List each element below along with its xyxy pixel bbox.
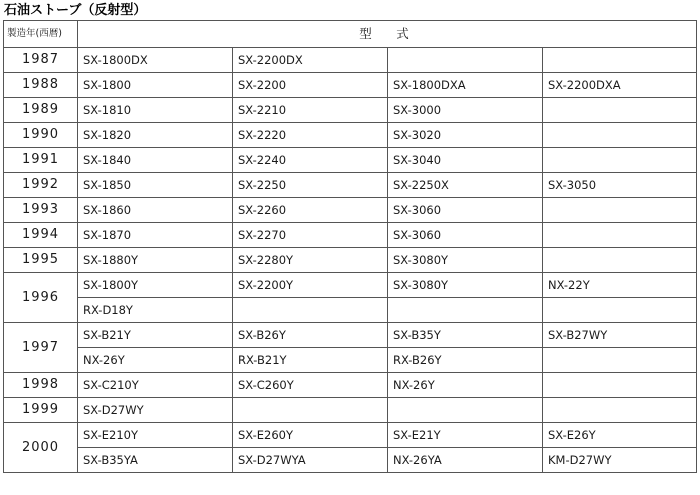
model-cell: SX-2240 [233,148,388,173]
model-column-header: 型 式 [78,21,697,48]
table-row [4,148,697,173]
model-cell: SX-2200DX [233,48,388,73]
model-cell: SX-1800Y [78,273,233,298]
model-cell [543,48,697,73]
model-cell: NX-26Y [388,373,543,398]
model-cell: SX-2280Y [233,248,388,273]
model-cell: SX-C210Y [78,373,233,398]
table-row [4,98,697,123]
table-row [4,248,697,273]
model-cell: SX-2270 [233,223,388,248]
table-row [4,273,697,298]
model-cell: SX-3060 [388,198,543,223]
table-row [4,323,697,348]
table-row [4,73,697,98]
table-row [4,298,697,323]
model-cell [543,398,697,423]
model-cell: SX-B35YA [78,448,233,473]
model-cell: SX-2210 [233,98,388,123]
model-cell: SX-1800DXA [388,73,543,98]
model-cell: SX-3060 [388,223,543,248]
model-cell: SX-E210Y [78,423,233,448]
year-cell: 2000 [4,423,78,473]
model-cell: SX-2200 [233,73,388,98]
model-cell [233,398,388,423]
model-cell: SX-1840 [78,148,233,173]
year-cell: 1998 [4,373,78,398]
model-cell [543,298,697,323]
model-cell: RX-B21Y [233,348,388,373]
model-cell [388,398,543,423]
year-cell: 1995 [4,248,78,273]
table-row [4,398,697,423]
table-row [4,448,697,473]
model-cell: SX-2260 [233,198,388,223]
model-cell: SX-E260Y [233,423,388,448]
model-cell [543,348,697,373]
year-cell: 1987 [4,48,78,73]
model-cell: SX-1870 [78,223,233,248]
model-cell [543,373,697,398]
page-title: 石油ストーブ（反射型） [4,3,147,18]
model-cell: NX-26Y [78,348,233,373]
model-cell: SX-1860 [78,198,233,223]
model-cell: SX-D27WYA [233,448,388,473]
model-cell [543,123,697,148]
year-cell: 1989 [4,98,78,123]
model-cell [388,48,543,73]
model-table-container [3,20,696,473]
year-cell: 1994 [4,223,78,248]
year-cell: 1997 [4,323,78,373]
model-cell [233,298,388,323]
model-cell: SX-B21Y [78,323,233,348]
model-cell: NX-26YA [388,448,543,473]
year-cell: 1991 [4,148,78,173]
table-row [4,423,697,448]
year-cell: 1996 [4,273,78,323]
model-cell: SX-2200Y [233,273,388,298]
model-cell: SX-3040 [388,148,543,173]
model-cell [543,248,697,273]
table-row [4,48,697,73]
model-cell [543,198,697,223]
table-row [4,123,697,148]
model-cell: SX-2200DXA [543,73,697,98]
model-cell: SX-3050 [543,173,697,198]
model-cell: SX-2250 [233,173,388,198]
model-cell: SX-1800DX [78,48,233,73]
model-cell: SX-1810 [78,98,233,123]
model-table [3,20,697,473]
year-column-header: 製造年(西暦) [4,21,78,48]
model-cell [543,223,697,248]
model-cell: NX-22Y [543,273,697,298]
model-cell: SX-3080Y [388,273,543,298]
model-cell: SX-3000 [388,98,543,123]
table-row [4,198,697,223]
table-row [4,223,697,248]
model-cell [388,298,543,323]
model-cell: SX-2250X [388,173,543,198]
model-cell: SX-1800 [78,73,233,98]
model-cell: SX-1820 [78,123,233,148]
model-cell: KM-D27WY [543,448,697,473]
table-body [4,48,697,473]
model-cell: SX-B27WY [543,323,697,348]
model-cell [543,148,697,173]
year-cell: 1993 [4,198,78,223]
model-cell: SX-2220 [233,123,388,148]
table-header-row [4,21,697,48]
model-cell: SX-E26Y [543,423,697,448]
model-cell: SX-1880Y [78,248,233,273]
model-cell: SX-3080Y [388,248,543,273]
year-cell: 1999 [4,398,78,423]
year-cell: 1990 [4,123,78,148]
model-cell: SX-D27WY [78,398,233,423]
model-cell: SX-3020 [388,123,543,148]
model-cell: SX-1850 [78,173,233,198]
year-cell: 1992 [4,173,78,198]
model-cell: SX-E21Y [388,423,543,448]
model-cell: SX-B35Y [388,323,543,348]
year-cell: 1988 [4,73,78,98]
table-row [4,348,697,373]
model-cell: RX-D18Y [78,298,233,323]
model-cell [543,98,697,123]
table-row [4,373,697,398]
model-cell: SX-B26Y [233,323,388,348]
model-cell: SX-C260Y [233,373,388,398]
model-cell: RX-B26Y [388,348,543,373]
table-row [4,173,697,198]
